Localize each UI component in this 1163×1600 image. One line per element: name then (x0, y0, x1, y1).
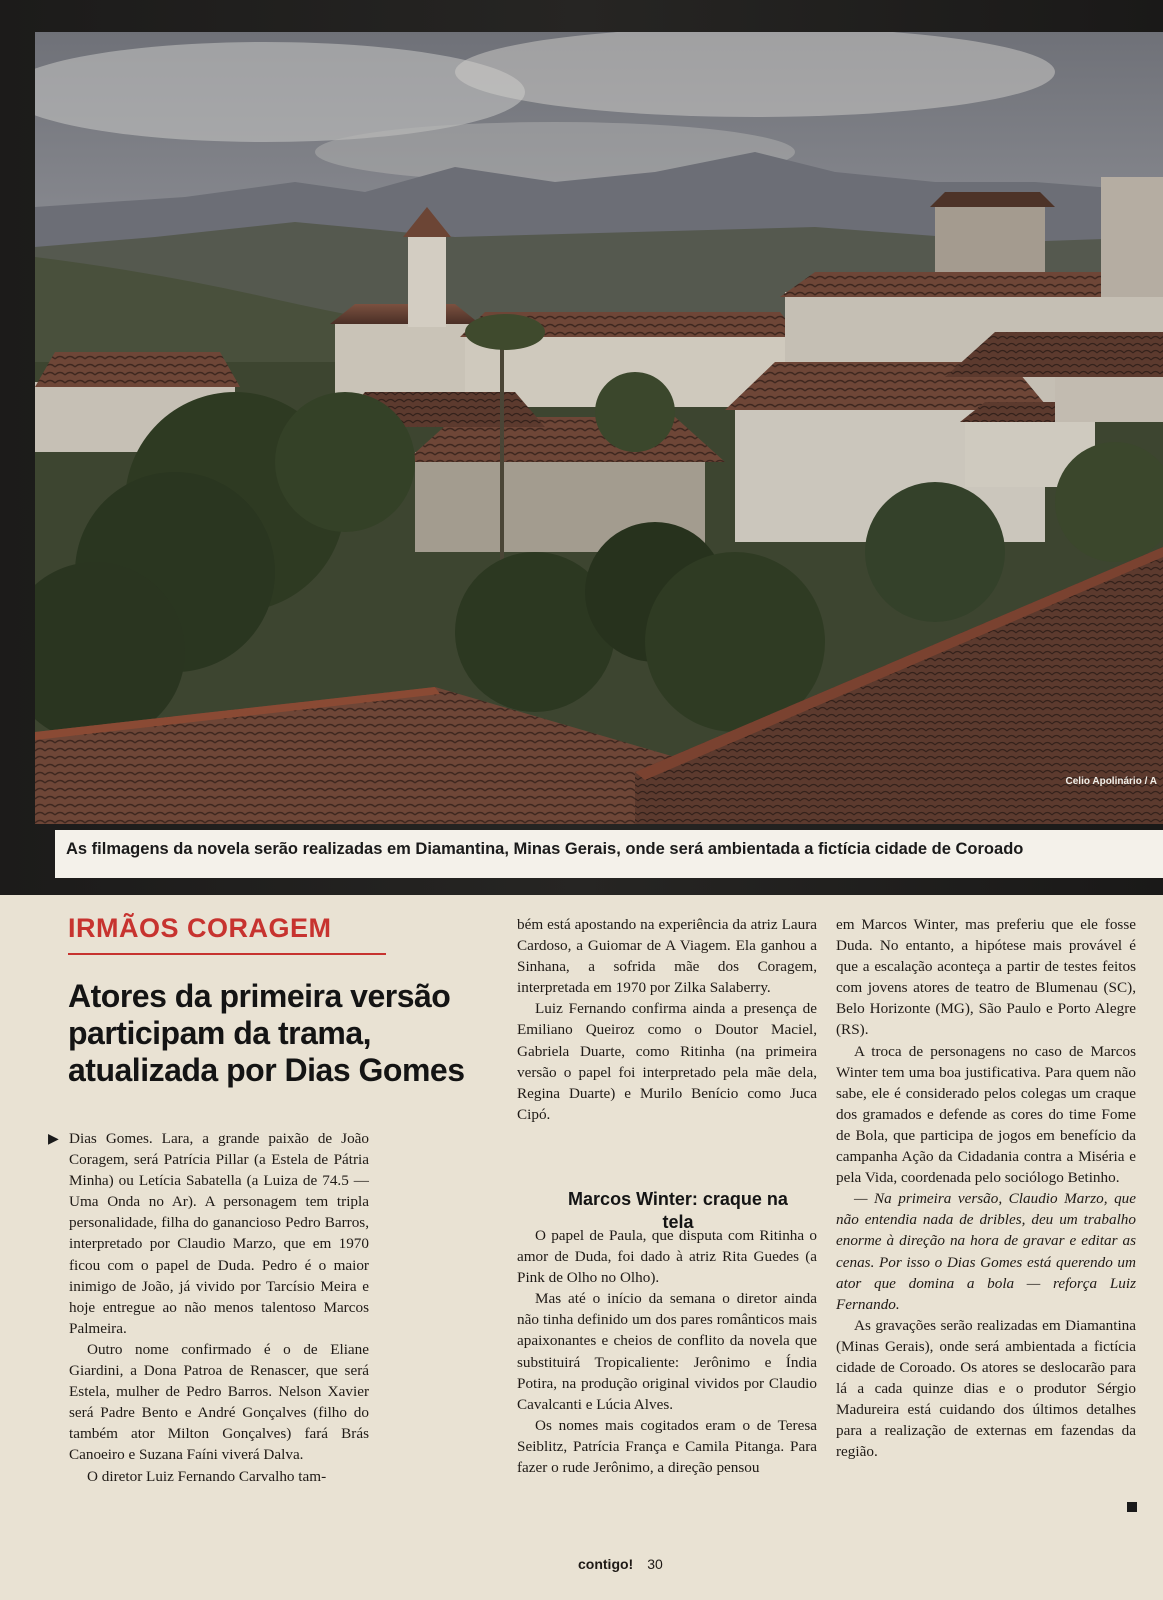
article-column-2-continued (517, 1225, 817, 1478)
page-footer (578, 1556, 663, 1572)
photo-credit: Celio Apolinário / A (1065, 776, 1157, 787)
quote-paragraph: — Na primeira versão, Claudio Marzo, que não entendia nada de dribles, deu um trabalho enorme à direção na hora de gravar e editar as cenas. Por isso o Dias Gomes está querendo um ator que domina a bola — reforça Luiz Fernando. (836, 1190, 1136, 1313)
paragraph: Dias Gomes. Lara, a grande paixão de João Coragem, será Patrícia Pillar (a Estela de Pátria Minha) ou Letícia Sabatella (a Luiza de 74.5 — Uma Onda no Ar). A personagem tem tripla personalidade, filha do ganancioso Pedro Barros, interpretado por Claudio Marzo, que em 1970 ficou com o papel de Duda. Pedro é o maior inimigo de João, já vivido por Tarcísio Meira e hoje entregue ao não menos talentoso Marcos Palmeira. (69, 1130, 369, 1337)
continuation-arrow-icon: ▶ (48, 1131, 59, 1147)
article-column-2 (517, 914, 817, 1125)
photo-caption: As filmagens da novela serão realizadas em Diamantina, Minas Gerais, onde será ambientada a fictícia cidade de Coroado (66, 840, 1024, 858)
page-number: 30 (647, 1556, 663, 1572)
article-column-3 (836, 914, 1136, 1462)
paragraph: em Marcos Winter, mas preferiu que ele fosse Duda. No entanto, a hipótese mais provável é que a escalação aconteça a partir de testes feitos com jovens atores de teatro de Blumenau (SC), Belo Horizonte (MG), São Paulo e Porto Alegre (RS). (836, 916, 1136, 1039)
magazine-brand: contigo! (578, 1556, 634, 1572)
section-label: IRMÃOS CORAGEM (68, 913, 332, 943)
article-headline: Atores da primeira versão participam da trama, atualizada por Dias Gomes (68, 978, 465, 1088)
article-subhead: Marcos Winter: craque na tela (568, 1189, 788, 1232)
paragraph: Luiz Fernando confirma ainda a presença de Emiliano Queiroz como o Doutor Maciel, Gabriela Duarte, como Ritinha (na primeira versão o papel foi interpretado pela mãe dela, Regina Duarte) e Murilo Benício como Juca Cipó. (517, 1000, 817, 1123)
paragraph: O diretor Luiz Fernando Carvalho tam- (87, 1467, 327, 1485)
paragraph: As gravações serão realizadas em Diamantina (Minas Gerais), onde será ambientada a fictícia cidade de Coroado. Os atores se deslocarão para lá a cada quinze dias e o produtor Sérgio Madureira está cuidando dos últimos detalhes para a realização de externas em fazendas da região. (836, 1316, 1136, 1461)
paragraph: A troca de personagens no caso de Marcos Winter tem uma boa justificativa. Para quem não sabe, ele é considerado pelos colegas um craque dos gramados e defende as cores do time Fome de Bola, que participa de jogos em benefício da campanha Ação da Cidadania contra a Miséria e pela Vida, coordenada pelo sociólogo Betinho. (836, 1042, 1136, 1187)
paragraph: Outro nome confirmado é o de Eliane Giardini, a Dona Patroa de Renascer, que será Estela, mulher de Pedro Barros. Nelson Xavier será Padre Bento e André Gonçalves (filho do também ator Milton Gonçalves) fará Brás Canoeiro e Suzana Faíni viverá Dalva. (69, 1340, 369, 1464)
section-rule (68, 953, 386, 955)
diamantina-photo (35, 32, 1163, 824)
paragraph: Mas até o início da semana o diretor ainda não tinha definido um dos pares românticos mais apaixonantes e cheios de conflito da novela que substituirá Tropicaliente: Jerônimo e Índia Potira, na produção original vividos por Claudio Cavalcanti e Lúcia Alves. (517, 1290, 817, 1413)
end-of-article-icon (1127, 1502, 1137, 1512)
paragraph: O papel de Paula, que disputa com Ritinha o amor de Duda, foi dado à atriz Rita Guedes (a Pink de Olho no Olho). (517, 1227, 817, 1287)
paragraph: Os nomes mais cogitados eram o de Teresa Seiblitz, Patrícia França e Camila Pitanga. Para fazer o rude Jerônimo, a direção pensou (517, 1416, 817, 1477)
article-column-1 (69, 1128, 369, 1487)
paragraph: bém está apostando na experiência da atriz Laura Cardoso, a Guiomar de A Viagem. Ela ganhou a Sinhana, a sofrida mãe dos Coragem, interpretada em 1970 por Zilka Salaberry. (517, 916, 817, 997)
